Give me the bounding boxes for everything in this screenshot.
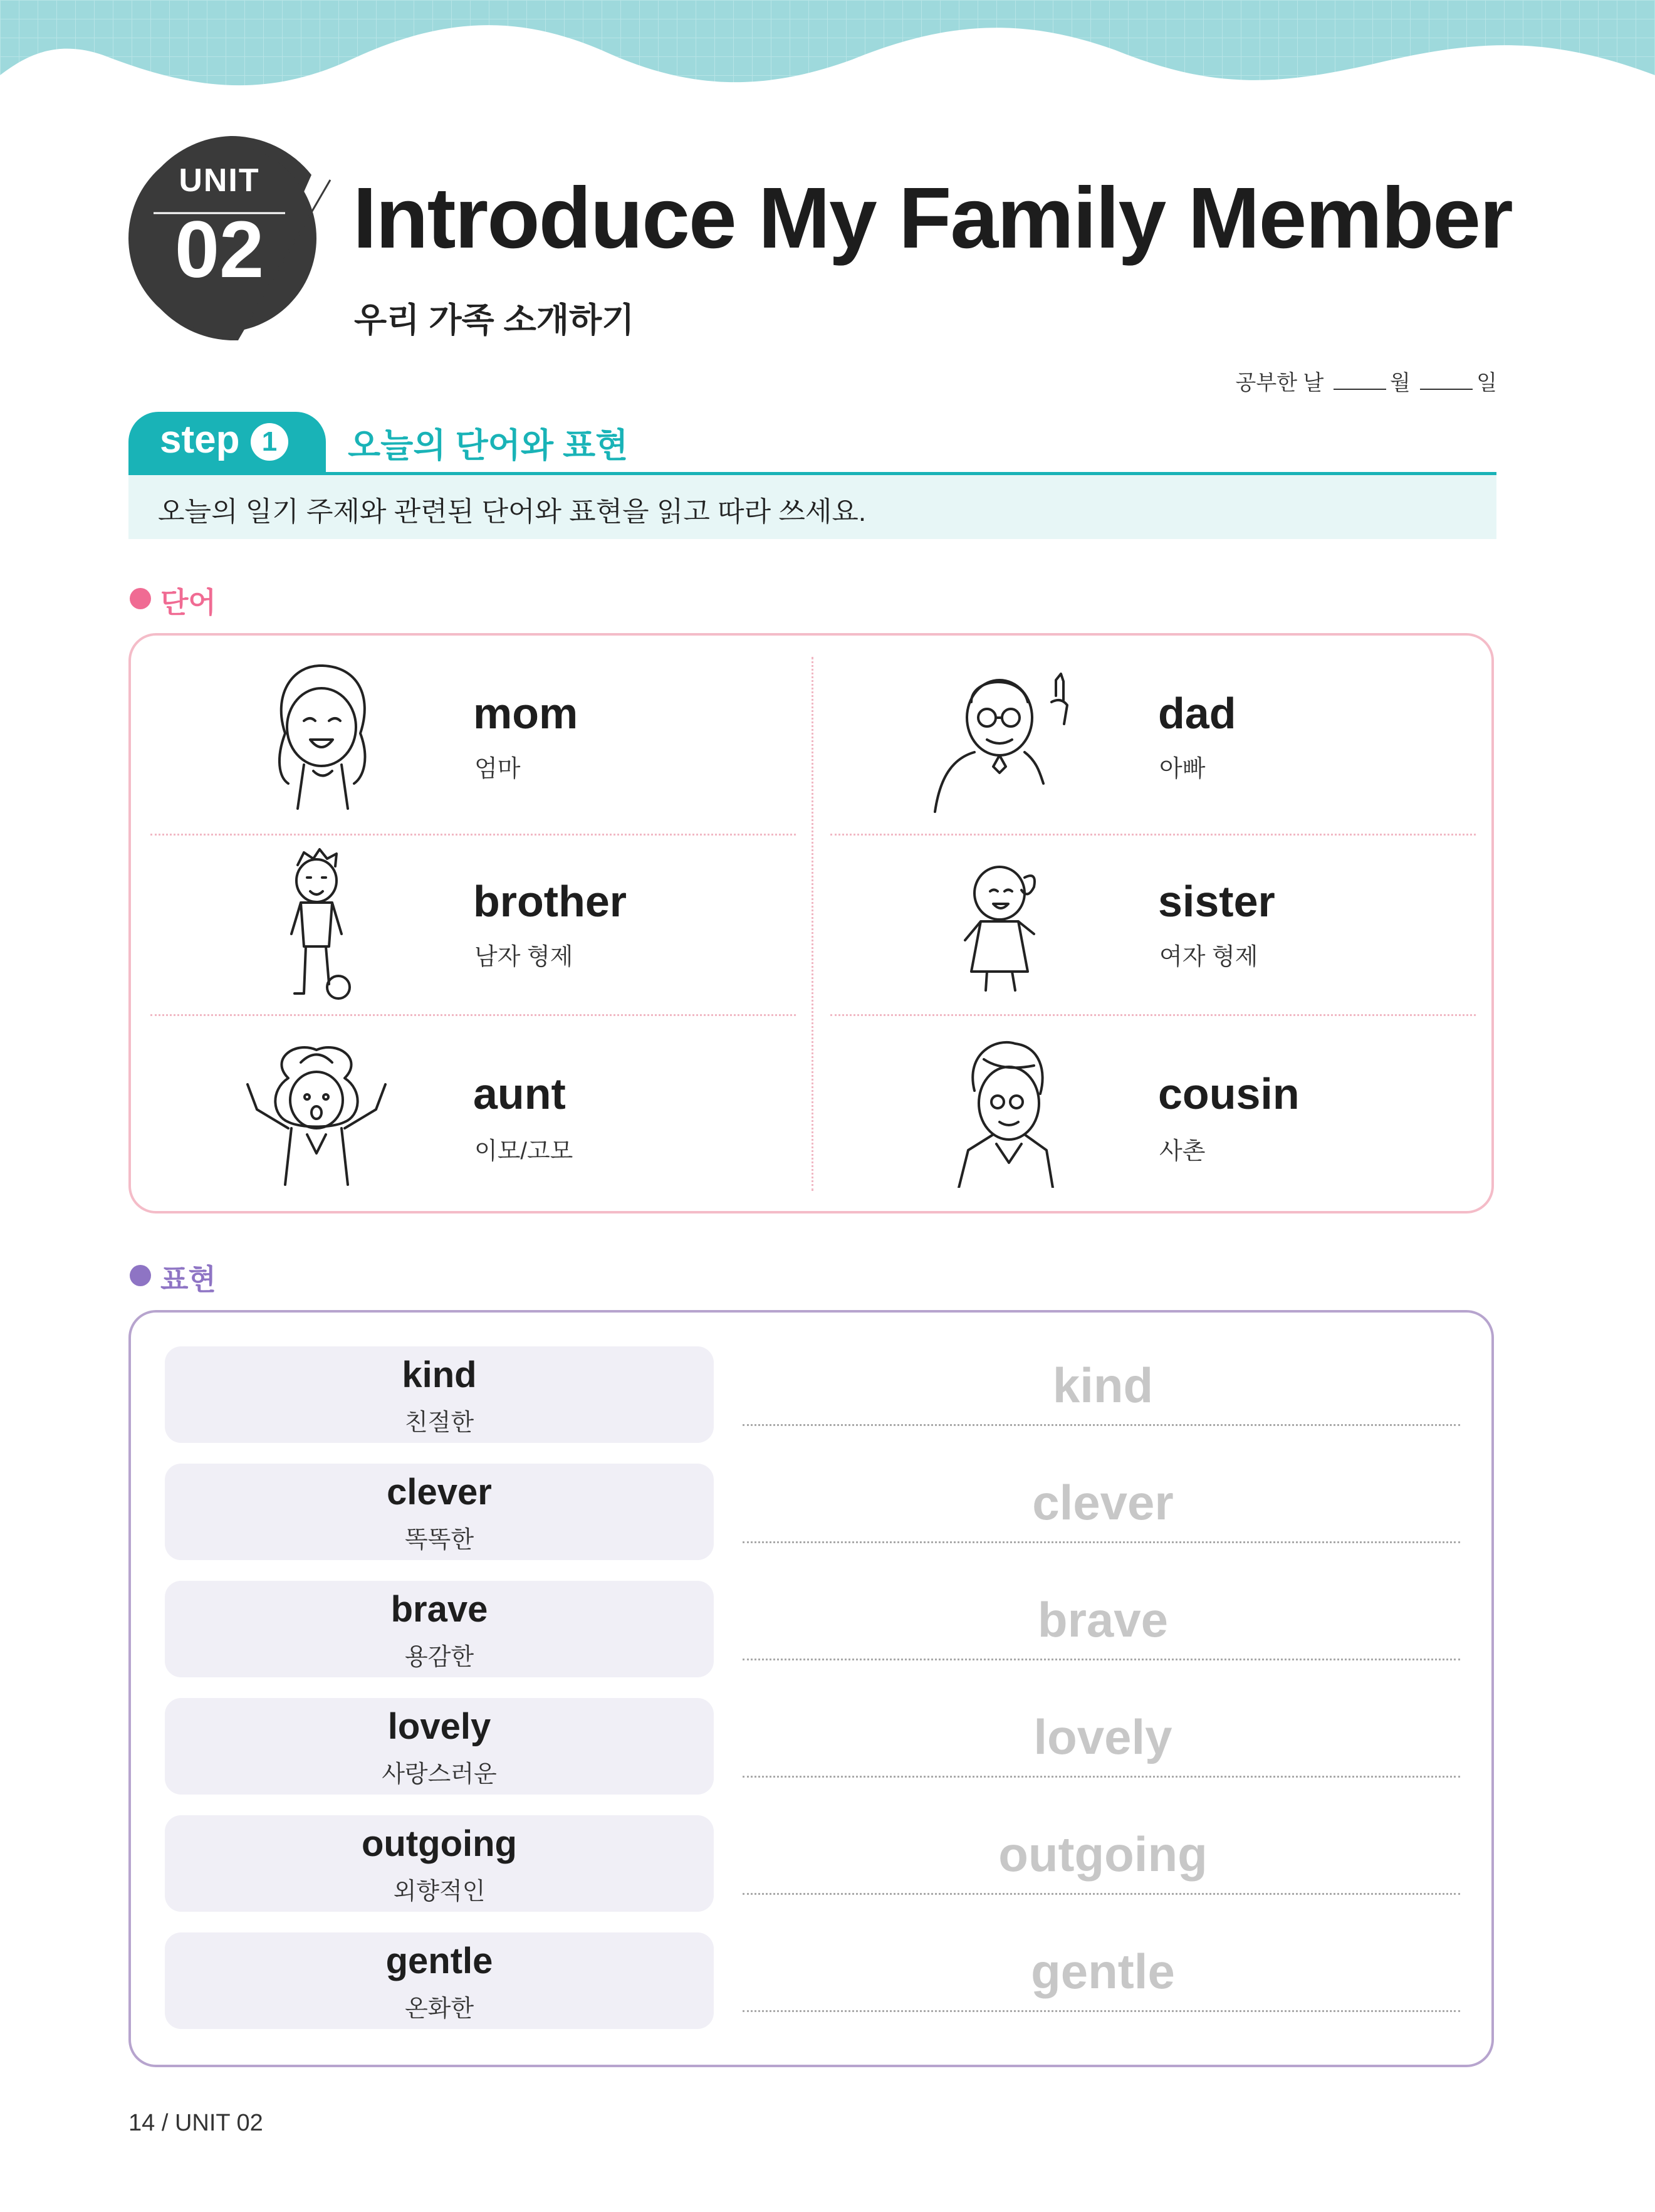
step-number-badge: 1 <box>251 423 288 461</box>
dad-illustration <box>927 658 1081 815</box>
expression-meaning: 용감한 <box>404 1644 474 1670</box>
day-blank <box>1420 371 1473 390</box>
expressions-section-label: 표현 <box>160 1263 216 1296</box>
words-row-divider <box>150 1014 796 1016</box>
unit-number: 02 <box>174 205 264 295</box>
trace-word: outgoing <box>998 1827 1208 1882</box>
expression-word: gentle <box>385 1941 493 1981</box>
words-row-divider <box>830 1014 1476 1016</box>
trace-word: kind <box>1052 1358 1154 1413</box>
page-subtitle: 우리 가족 소개하기 <box>354 301 635 339</box>
month-blank <box>1334 371 1386 390</box>
trace-word: lovely <box>1033 1709 1172 1764</box>
expression-meaning: 외향적인 <box>393 1879 486 1905</box>
writing-line[interactable] <box>743 1776 1460 1778</box>
expression-word: outgoing <box>361 1823 517 1864</box>
study-date-month: 월 <box>1389 371 1411 395</box>
study-date-prefix: 공부한 날 <box>1235 371 1324 395</box>
brother-illustration <box>276 846 357 1003</box>
expressions-bullet-icon <box>130 1265 151 1286</box>
word-aunt: aunt <box>473 1069 566 1118</box>
study-date-field <box>1236 365 1497 396</box>
word-brother-meaning: 남자 형제 <box>474 944 573 970</box>
writing-line[interactable] <box>743 1424 1460 1426</box>
expression-word: clever <box>387 1472 492 1512</box>
expression-word: brave <box>390 1589 488 1630</box>
writing-line[interactable] <box>743 1893 1460 1895</box>
trace-word: gentle <box>1031 1944 1175 1999</box>
words-bullet-icon <box>130 588 151 609</box>
word-aunt-meaning: 이모/고모 <box>474 1138 573 1165</box>
expression-word: lovely <box>387 1706 491 1747</box>
word-mom-meaning: 엄마 <box>474 756 521 782</box>
words-row-divider <box>830 834 1476 836</box>
writing-line[interactable] <box>743 1541 1460 1543</box>
study-date-day: 일 <box>1476 371 1497 395</box>
word-mom: mom <box>473 689 578 738</box>
word-cousin-meaning: 사촌 <box>1159 1138 1206 1165</box>
expression-word: kind <box>402 1355 477 1395</box>
word-dad: dad <box>1158 689 1236 738</box>
mom-illustration <box>254 658 385 812</box>
expression-meaning: 온화한 <box>404 1996 474 2022</box>
step-title: 오늘의 단어와 표현 <box>348 427 629 464</box>
writing-line[interactable] <box>743 1659 1460 1660</box>
header-wave-decoration <box>0 0 1655 113</box>
writing-line[interactable] <box>743 2010 1460 2012</box>
words-row-divider <box>150 834 796 836</box>
page-title: Introduce My Family Member <box>353 170 1512 266</box>
page-footer: 14 / UNIT 02 <box>128 2110 263 2136</box>
instruction-text: 오늘의 일기 주제와 관련된 단어와 표현을 읽고 따라 쓰세요. <box>158 496 867 527</box>
cousin-illustration <box>946 1034 1062 1188</box>
word-brother: brother <box>473 877 627 926</box>
sister-illustration <box>956 859 1043 993</box>
unit-label: UNIT <box>179 162 260 199</box>
expression-meaning: 똑똑한 <box>404 1527 474 1553</box>
expression-meaning: 친절한 <box>404 1410 474 1436</box>
words-section-label: 단어 <box>160 586 216 619</box>
step-label: step <box>160 418 240 461</box>
words-column-divider <box>812 657 813 1191</box>
expression-meaning: 사랑스러운 <box>382 1761 497 1788</box>
aunt-illustration <box>238 1040 395 1188</box>
word-dad-meaning: 아빠 <box>1159 756 1206 782</box>
word-sister: sister <box>1158 877 1275 926</box>
trace-word: clever <box>1032 1475 1174 1530</box>
trace-word: brave <box>1037 1592 1169 1647</box>
word-cousin: cousin <box>1158 1069 1300 1118</box>
word-sister-meaning: 여자 형제 <box>1159 944 1258 970</box>
